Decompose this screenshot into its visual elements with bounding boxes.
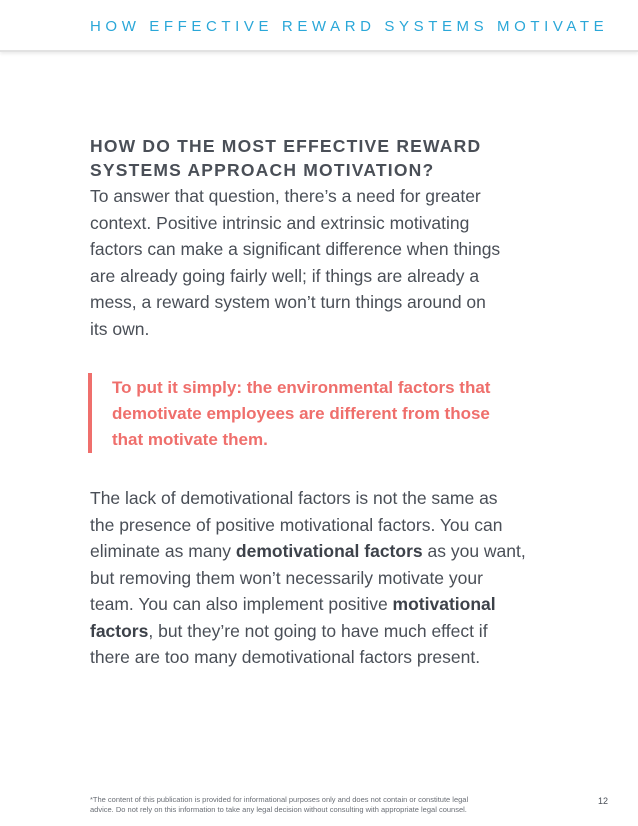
header-title: HOW EFFECTIVE REWARD SYSTEMS MOTIVATE	[90, 18, 609, 35]
text-run: eliminate as many	[90, 541, 236, 561]
body-paragraph	[90, 485, 526, 671]
paragraph-line	[90, 538, 526, 565]
paragraph-line: but removing them won’t necessarily motivate your	[90, 567, 483, 588]
intro-paragraph	[90, 183, 500, 342]
bold-term: demotivational factors	[235, 541, 423, 561]
text-run: as you want,	[422, 541, 526, 561]
paragraph-line: are already going fairly well; if things are already a	[90, 265, 480, 286]
paragraph-line: its own.	[90, 318, 150, 339]
disclaimer-line: *The content of this publication is provided for informational purposes only and does not contain or constitute legal	[90, 795, 469, 804]
page-number: 12	[598, 796, 609, 806]
pull-quote-text	[112, 375, 490, 453]
paragraph-line: the presence of positive motivational factors. You can	[90, 514, 503, 535]
bold-term: motivational	[392, 594, 496, 614]
section-heading-line: HOW DO THE MOST EFFECTIVE REWARD	[90, 136, 482, 156]
paragraph-line	[90, 618, 526, 645]
pull-quote-line: To put it simply: the environmental factors that	[112, 378, 491, 397]
bold-term: factors	[90, 620, 149, 641]
page-header	[0, 0, 638, 52]
paragraph-line: factors can make a significant difference when things	[90, 239, 501, 259]
section-heading	[90, 134, 560, 182]
paragraph-line: there are too many demotivational factors present.	[90, 647, 481, 667]
pull-quote-line: demotivate employees are different from those	[112, 404, 490, 423]
paragraph-line: The lack of demotivational factors is not the same as	[90, 488, 498, 508]
text-run: team. You can also implement positive	[90, 594, 393, 614]
pull-quote-line: that motivate them.	[112, 430, 268, 449]
pull-quote	[88, 373, 542, 453]
paragraph-line: To answer that question, there’s a need for greater	[90, 186, 481, 206]
section-heading-line: SYSTEMS APPROACH MOTIVATION?	[90, 160, 435, 180]
disclaimer-line: advice. Do not rely on this information to take any legal decision without consulting with appropriate legal counsel.	[90, 804, 467, 814]
paragraph-line: context. Positive intrinsic and extrinsic motivating	[90, 212, 470, 233]
paragraph-line	[90, 591, 526, 618]
legal-disclaimer	[90, 795, 530, 814]
paragraph-line: mess, a reward system won’t turn things around on	[90, 292, 486, 312]
text-run: , but they’re not going to have much effect if	[148, 620, 488, 641]
